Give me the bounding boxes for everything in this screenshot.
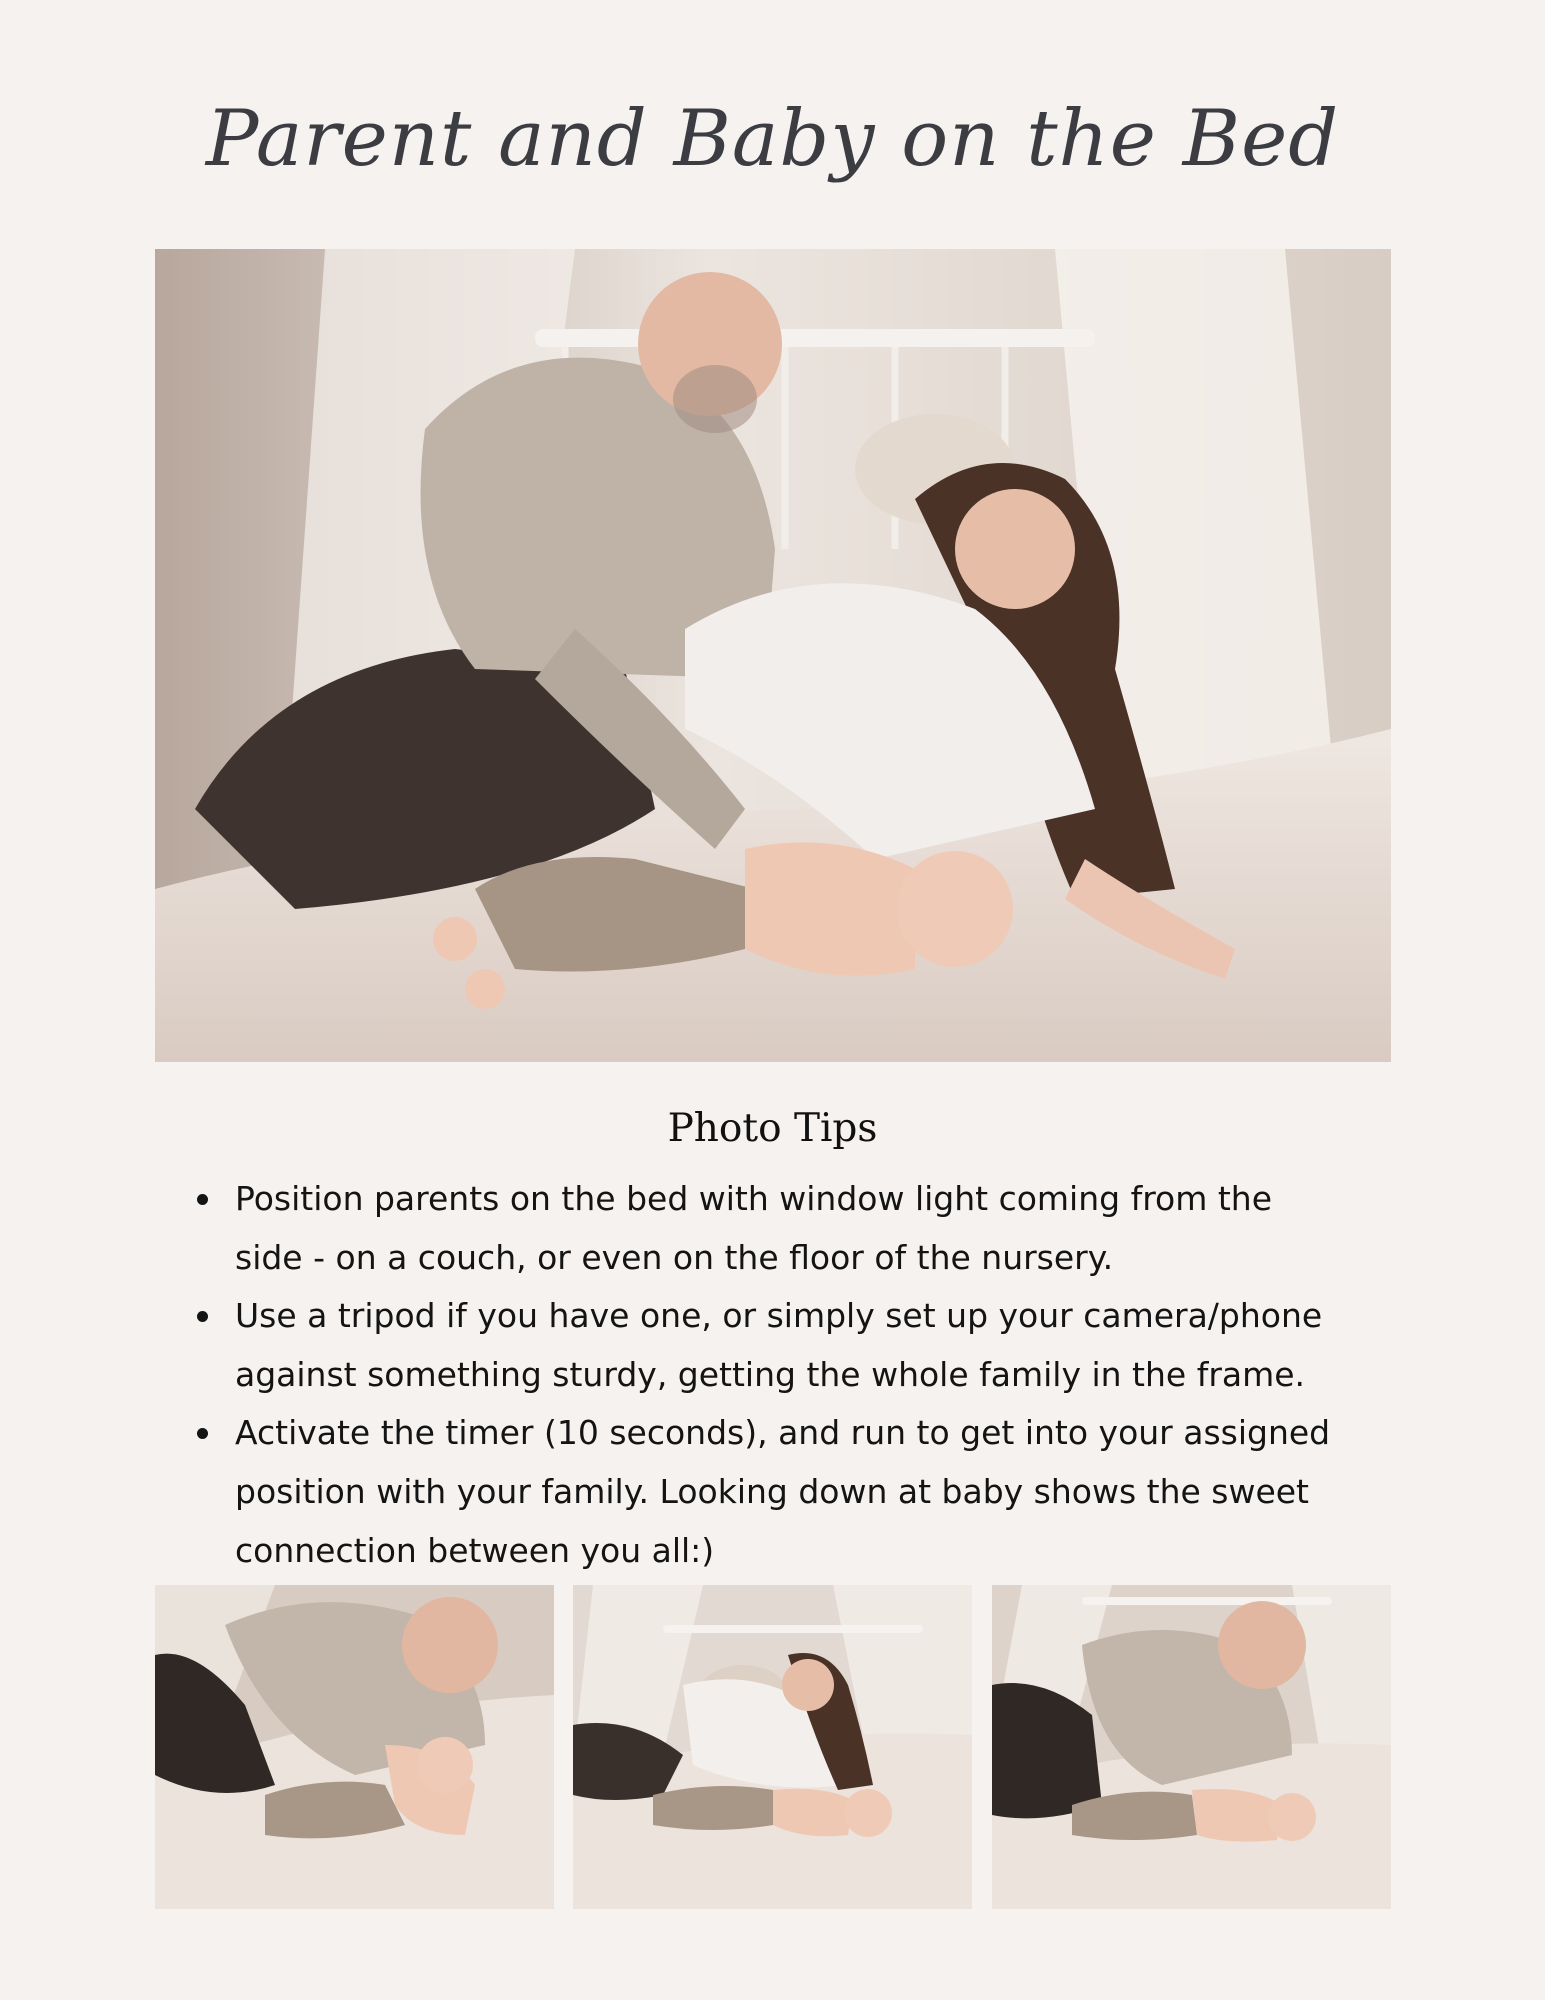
hero-photo-illustration (155, 249, 1391, 1062)
photo-tips-list (196, 1170, 1346, 1580)
father-and-baby-photo (992, 1585, 1391, 1909)
tip-item: Position parents on the bed with window light coming from the side - on a couch, or even on the floor of the nursery. (196, 1170, 1346, 1287)
photo-tips-heading: Photo Tips (667, 1106, 878, 1151)
page-title: Parent and Baby on the Bed (205, 94, 1340, 184)
family-on-bed-photo (155, 249, 1391, 1062)
mother-and-baby-photo (573, 1585, 972, 1909)
thumbnail-3-illustration (992, 1585, 1391, 1909)
thumbnail-2-illustration (573, 1585, 972, 1909)
tip-item: Use a tripod if you have one, or simply set up your camera/phone against something sturdy, getting the whole family in the frame. (196, 1287, 1346, 1404)
father-and-baby-photo (155, 1585, 554, 1909)
thumbnail-1-illustration (155, 1585, 554, 1909)
tip-item: Activate the timer (10 seconds), and run to get into your assigned position with your family. Looking down at baby shows the sweet connection between you all:) (196, 1404, 1346, 1580)
